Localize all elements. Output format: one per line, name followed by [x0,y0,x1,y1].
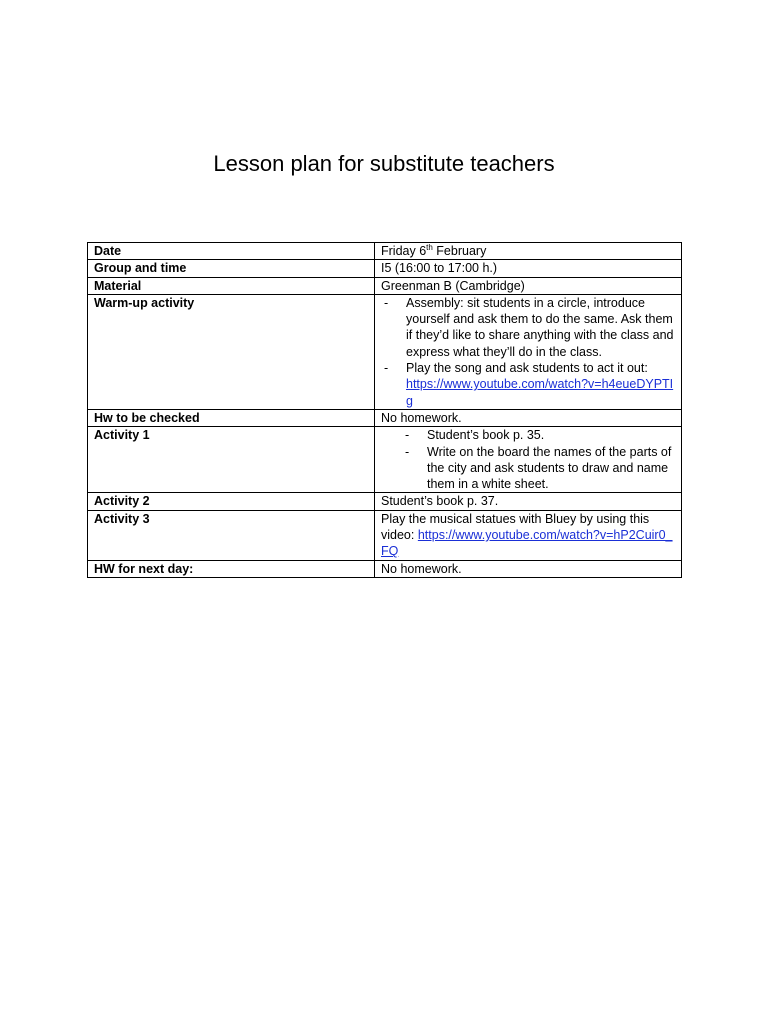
table-row [88,294,682,409]
activity1-list [381,427,675,492]
list-item [381,360,675,409]
table-row [88,493,682,510]
date-value [375,243,682,260]
warmup-list [381,295,675,409]
table-row [88,427,682,493]
date-label: Date [88,243,375,260]
table-row [88,260,682,277]
lesson-plan-table [87,242,682,578]
list-item: - Assembly: sit students in a circle, introduce yourself and ask them to do the same. Ask them if they’d like to share anything with the class and express what they’ll do in the class. [381,295,675,360]
date-ordinal: th [426,242,433,252]
table-row [88,560,682,577]
hw-next-label: HW for next day: [88,560,375,577]
hw-check-label: Hw to be checked [88,409,375,426]
activity2-value: Student’s book p. 37. [375,493,682,510]
material-label: Material [88,277,375,294]
activity3-label: Activity 3 [88,510,375,560]
warmup-value [375,294,682,409]
group-value: I5 (16:00 to 17:00 h.) [375,260,682,277]
warmup-video-link[interactable]: https://www.youtube.com/watch?v=h4eueDYPTIg [406,377,674,408]
list-item: - Write on the board the names of the parts of the city and ask students to draw and name them in a white sheet. [381,444,675,493]
warmup-label: Warm-up activity [88,294,375,409]
material-value: Greenman B (Cambridge) [375,277,682,294]
activity3-value [375,510,682,560]
activity2-label: Activity 2 [88,493,375,510]
date-day: Friday 6 [381,244,427,258]
table-row [88,243,682,260]
table-row [88,409,682,426]
group-label: Group and time [88,260,375,277]
date-month: February [432,244,487,258]
hw-check-value: No homework. [375,409,682,426]
activity1-label: Activity 1 [88,427,375,493]
list-item: - Student’s book p. 35. [381,427,675,443]
table-row [88,510,682,560]
activity3-video-link[interactable]: https://www.youtube.com/watch?v=hP2Cuir0_FQ [381,528,673,559]
table-row [88,277,682,294]
hw-next-value: No homework. [375,560,682,577]
activity3-text: Play the musical statues with Bluey by using this video: [381,511,650,543]
warmup-song-text: Play the song and ask students to act it out: [406,361,648,376]
document-title: Lesson plan for substitute teachers [213,151,555,176]
activity1-value [375,427,682,493]
